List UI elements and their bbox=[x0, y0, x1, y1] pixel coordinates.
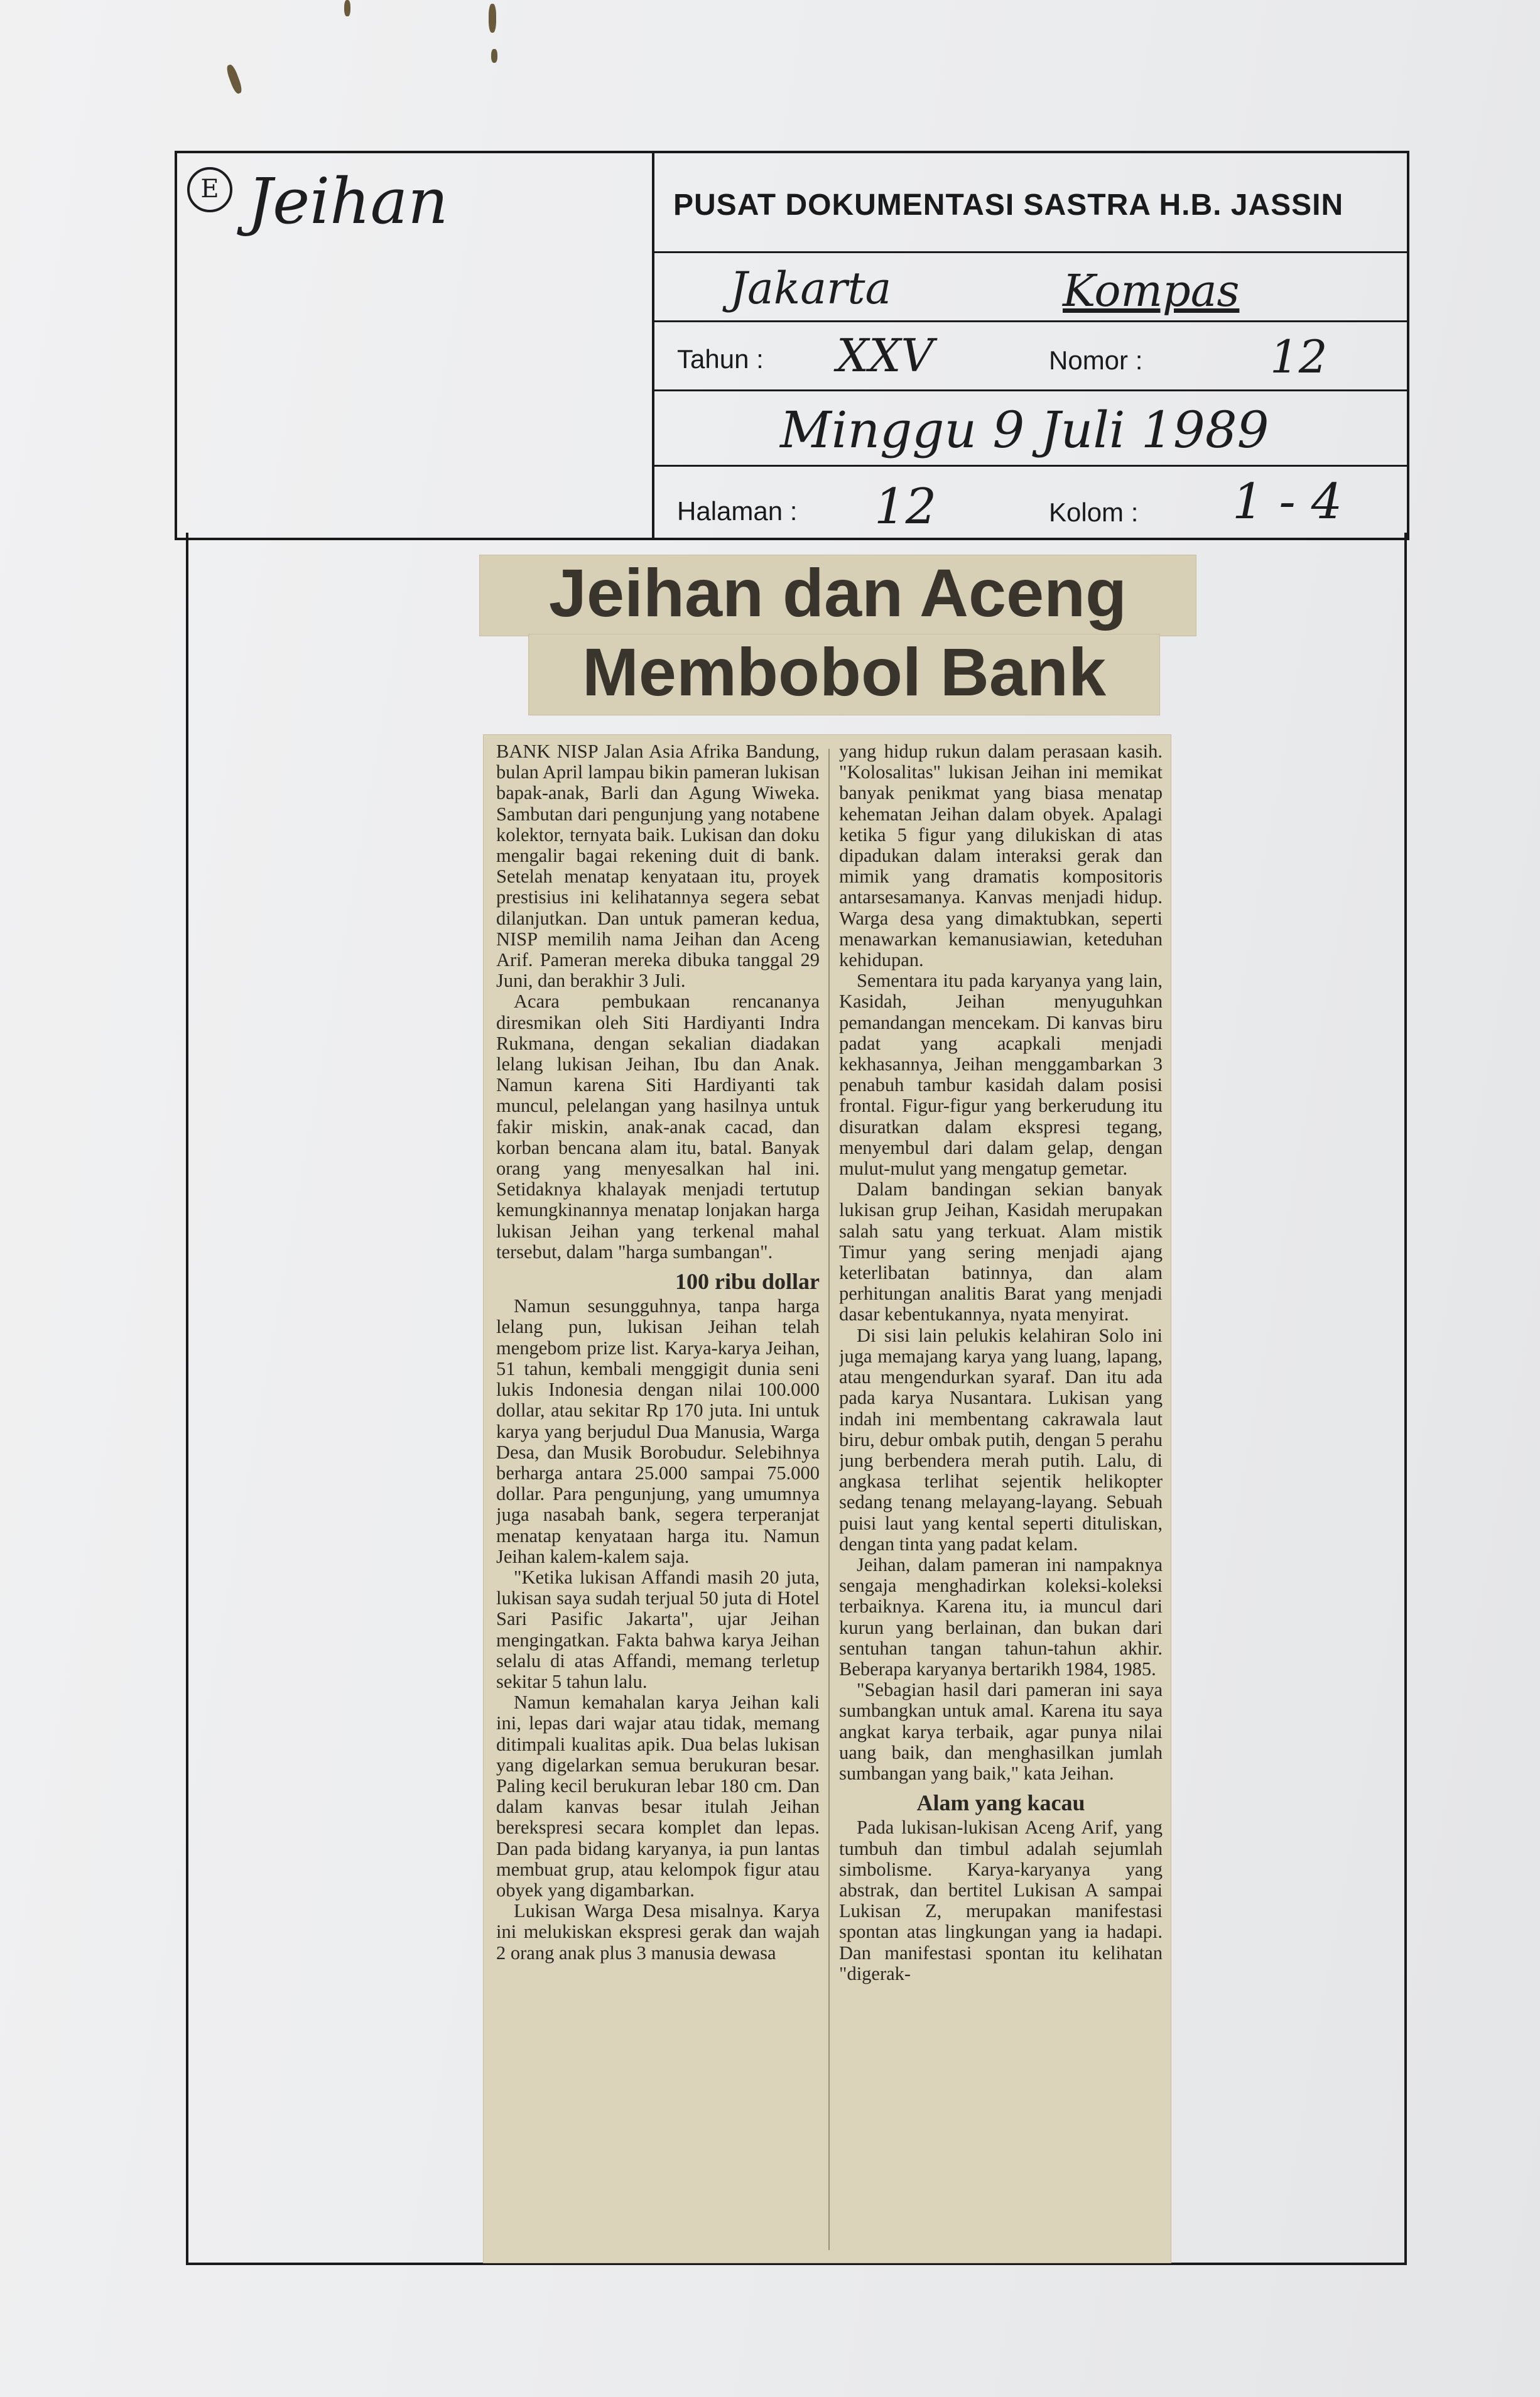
halaman-value: 12 bbox=[874, 479, 937, 535]
paper-stain bbox=[489, 4, 496, 33]
catalog-mark-circle bbox=[187, 167, 232, 212]
paragraph: Namun sesungguhnya, tanpa harga lelang pun, lukisan Jeihan telah mengebom prize list. Karya-karya Jeihan, 51 tahun, kembali menggigit dunia seni lukis Indonesia dengan nilai 100.000 dollar, atau sekitar Rp 170 juta. Ini untuk karya yang berjudul Dua Manusia, Warga Desa, dan Musik Borobudur. Selebihnya berharga antara 25.000 sampai 75.000 dollar. Para pengunjung, yang umumnya juga nasabah bank, segera terperanjat menatap kenyataan harga itu. Namun Jeihan kalem-kalem saja. bbox=[496, 1295, 820, 1567]
article-column-1 bbox=[496, 741, 820, 2256]
paragraph: Pada lukisan-lukisan Aceng Arif, yang tumbuh dan timbul adalah sejumlah simbolisme. Karya-karyanya yang abstrak, dan bertitel Lukisan A sampai Lukisan Z, merupakan manifestasi spontan atas lingkungan yang ia hadapi. Dan manifestasi spontan itu kelihatan "digerak- bbox=[839, 1817, 1163, 1984]
tahun-label: Tahun : bbox=[677, 344, 764, 374]
paragraph: BANK NISP Jalan Asia Afrika Bandung, bulan April lampau bikin pameran lukisan bapak-anak, Barli dan Agung Wiweka. Sambutan dari pengunjung yang notabene kolektor, ternyata baik. Lukisan dan doku mengalir bagai rekening duit di bank. Setelah menatap kenyataan itu, proyek prestisius ini kelihatannya segera sebat dilanjutkan. Dan untuk pameran kedua, NISP memilih nama Jeihan dan Aceng Arif. Pameran mereka dibuka tanggal 29 Juni, dan berakhir 3 Juli. bbox=[496, 741, 820, 992]
paragraph: Di sisi lain pelukis kelahiran Solo ini juga memajang karya yang luang, lapang, atau mengendurkan syaraf. Dan itu ada pada karya Nusantara. Lukisan yang indah ini membentang cakrawala laut biru, debur ombak putih, dengan 5 perahu jung berbendera merah putih. Lalu, di angkasa terlihat sejentik helikopter sedang tenang melayang-layang. Sebuah puisi laut yang kental seperti dituliskan, dengan tinta yang padat kelam. bbox=[839, 1324, 1163, 1555]
date-handwritten: Minggu 9 Juli 1989 bbox=[780, 401, 1269, 459]
paragraph: Sementara itu pada karyanya yang lain, Kasidah, Jeihan menyuguhkan pemandangan mencekam. Di kanvas biru padat yang acapkali menjadi kekhasannya, Jeihan menggambarkan 3 penabuh tambur kasidah dalam posisi frontal. Figur-figur yang berkerudung itu disuratkan dalam ekspresi tegang, menyembul dari dalam gelap, dengan mulut-mulut yang mengatup gemetar. bbox=[839, 970, 1163, 1180]
paper-stain bbox=[344, 0, 350, 16]
paragraph: Acara pembukaan rencananya diresmikan oleh Siti Hardiyanti Indra Rukmana, dengan sekalian diadakan lelang lukisan Jeihan, Ibu dan Anak. Namun karena Siti Hardiyanti tak muncul, pelelangan yang hasilnya untuk fakir miskin, anak-anak cacad, dan korban bencana alam itu, batal. Banyak orang yang menyesalkan hal ini. Setidaknya khalayak menjadi tertutup kemungkinannya menatap lonjakan harga lukisan Jeihan yang terkenal mahal tersebut, dalam "harga sumbangan". bbox=[496, 991, 820, 1263]
form-row-tahun-nomor bbox=[654, 320, 1407, 391]
publication-handwritten: Kompas bbox=[1063, 265, 1240, 317]
paragraph: Namun kemahalan karya Jeihan kali ini, lepas dari wajar atau tidak, memang ditimpali kualitas apik. Dua belas lukisan yang digelarkan semua berukuran besar. Paling kecil berukuran lebar 180 cm. Dan dalam kanvas besar itulah Jeihan berekspresi secara komplet dan lepas. Dan pada bidang karyanya, ia pun lantas membuat grup, atau kelompok figur atau obyek yang digambarkan. bbox=[496, 1692, 820, 1901]
form-row-date bbox=[654, 389, 1407, 467]
paragraph: Dalam bandingan sekian banyak lukisan grup Jeihan, Kasidah merupakan salah satu yang terkuat. Alam mistik Timur yang sering menjadi ajang keterlibatan batinnya, dan alam perhitungan analitis Barat yang menjadi dasar kebentukannya, nyata menyirat. bbox=[839, 1178, 1163, 1325]
subheading: 100 ribu dollar bbox=[675, 1269, 820, 1295]
nomor-label: Nomor : bbox=[1049, 345, 1143, 375]
form-subject-cell bbox=[177, 153, 654, 538]
paragraph: Jeihan, dalam pameran ini nampaknya sengaja menghadirkan koleksi-koleksi terbaiknya. Karena itu, ia muncul dari kurun yang berlainan, dan bukan dari sentuhan tangan tahun-tahun akhir. Beberapa karyanya bertarikh 1984, 1985. bbox=[839, 1553, 1163, 1680]
catalog-mark: E bbox=[200, 175, 219, 204]
form-details-cell bbox=[654, 153, 1407, 538]
nomor-value: 12 bbox=[1270, 330, 1328, 383]
form-row-publication bbox=[654, 251, 1407, 322]
column-rule bbox=[828, 749, 830, 2250]
form-row-institution bbox=[654, 153, 1407, 253]
city-handwritten: Jakarta bbox=[730, 263, 892, 314]
paragraph: yang hidup rukun dalam perasaan kasih. "Kolosalitas" lukisan Jeihan ini memikat banyak penikmat yang biasa menatap kehematan Jeihan dalam obyek. Apalagi ketika 5 figur yang dilukiskan di atas dipadukan dalam interaksi gerak dan mimik yang dramatis kompositoris antarsesamanya. Kanvas menjadi hidup. Warga desa yang dimaktubkan, seperti menawarkan kemanusiawian, keteduhan kehidupan. bbox=[839, 741, 1163, 971]
paragraph: Lukisan Warga Desa misalnya. Karya ini melukiskan ekspresi gerak dan wajah 2 orang anak plus 3 manusia dewasa bbox=[496, 1900, 820, 1964]
paragraph: "Sebagian hasil dari pameran ini saya sumbangkan untuk amal. Karena itu saya angkat karya terbaik, agar punya nilai uang baik, dan menghasilkan jumlah sumbangan yang baik," kata Jeihan. bbox=[839, 1679, 1163, 1784]
tahun-value: XXV bbox=[837, 329, 934, 382]
catalog-form bbox=[175, 151, 1409, 540]
headline-line-2: Membobol Bank bbox=[529, 634, 1159, 715]
form-row-halaman-kolom bbox=[654, 465, 1407, 538]
institution-name: PUSAT DOKUMENTASI SASTRA H.B. JASSIN bbox=[673, 188, 1344, 222]
subject-handwritten: Jeihan bbox=[247, 165, 448, 238]
paper-stain bbox=[225, 63, 244, 95]
kolom-label: Kolom : bbox=[1049, 497, 1139, 527]
paragraph: "Ketika lukisan Affandi masih 20 juta, lukisan saya sudah terjual 50 juta di Hotel Sari Pasific Jakarta", ujar Jeihan mengingatkan. Fakta bahwa karya Jeihan selalu di atas Affandi, memang terletup sekitar 5 tahun lalu. bbox=[496, 1566, 820, 1692]
article-column-2 bbox=[839, 741, 1163, 2256]
paper-stain bbox=[491, 49, 497, 63]
subheading: Alam yang kacau bbox=[916, 1790, 1085, 1816]
headline-line-1: Jeihan dan Aceng bbox=[480, 555, 1196, 636]
kolom-value: 1 - 4 bbox=[1232, 474, 1343, 530]
article-body bbox=[484, 735, 1171, 2263]
halaman-label: Halaman : bbox=[677, 496, 798, 526]
